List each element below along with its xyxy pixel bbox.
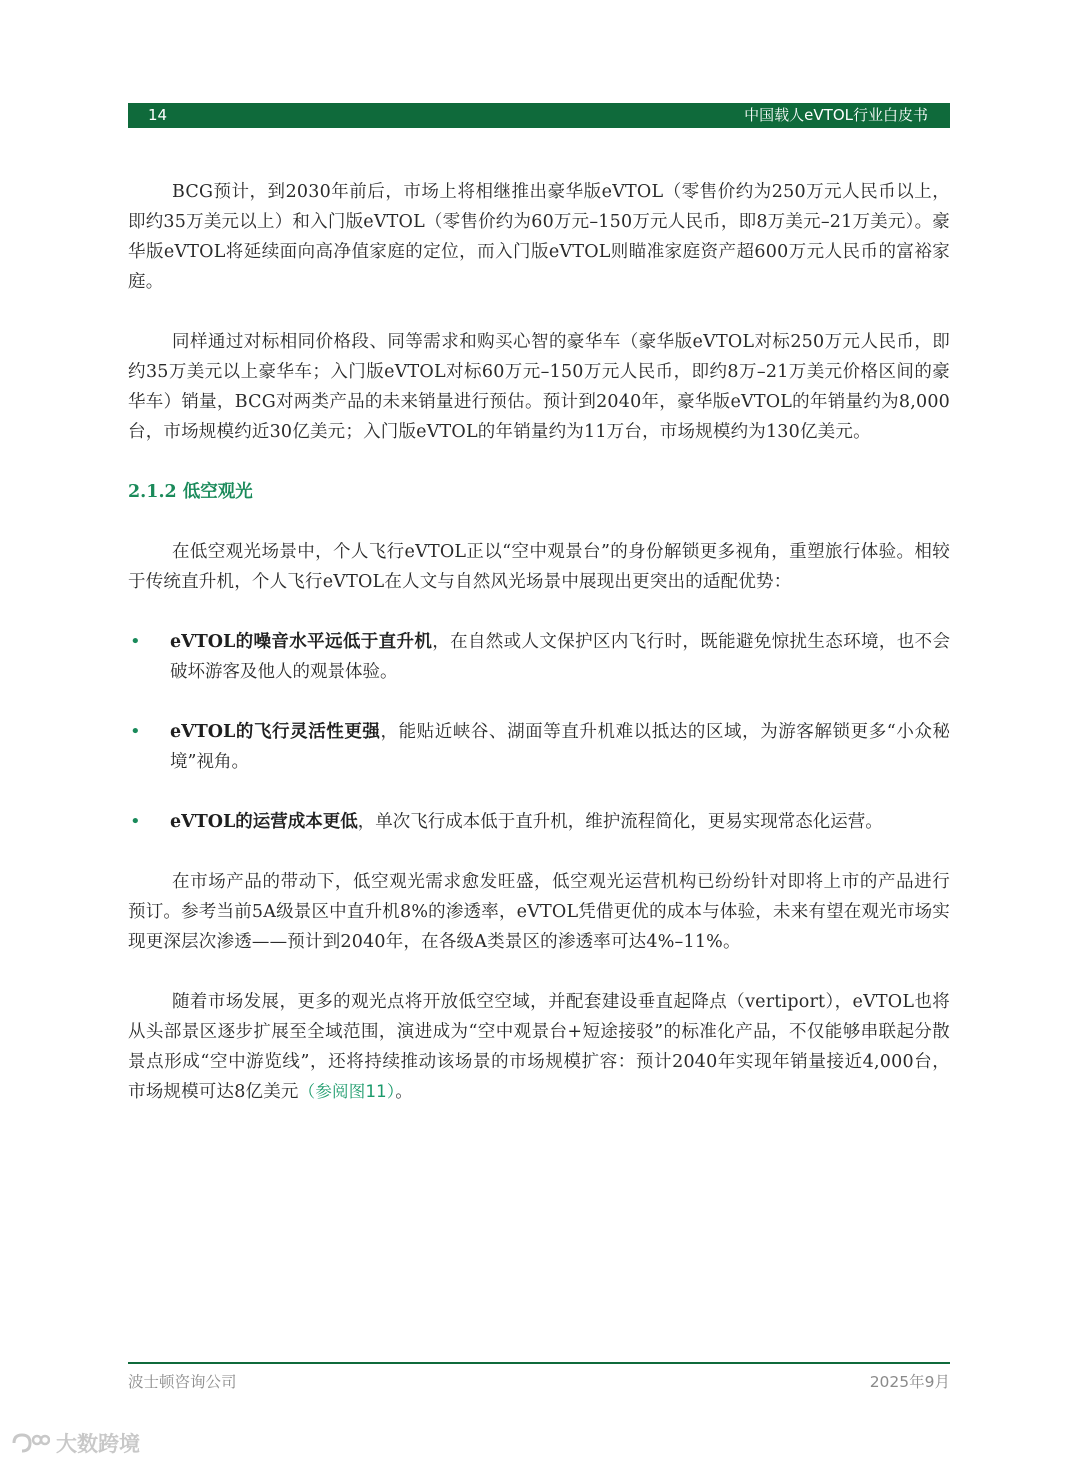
footer-divider xyxy=(128,1362,950,1364)
bullet-text: ，在自然或人文保护区内飞行时，既能避免惊扰生态环境，也不会破坏游客及他人的观景体验。 xyxy=(170,632,950,682)
bullet-text: ，能贴近峡谷、湖面等直升机难以抵达的区域，为游客解锁更多“小众秘境”视角。 xyxy=(170,722,950,772)
figure-reference-link[interactable]: （参阅图11） xyxy=(298,1082,396,1101)
list-item xyxy=(128,627,950,687)
watermark-logo-icon xyxy=(10,1431,50,1455)
paragraph-end: 。 xyxy=(395,1082,413,1102)
advantages-list xyxy=(128,627,950,837)
footer-company: 波士顿咨询公司 xyxy=(128,1373,237,1391)
bullet-bold-lead: eVTOL的飞行灵活性更强 xyxy=(170,722,381,742)
page-header-bar xyxy=(128,103,950,128)
bullet-text: ，单次飞行成本低于直升机，维护流程简化，更易实现常态化运营。 xyxy=(357,812,883,832)
bullet-dot-icon: • xyxy=(130,721,141,742)
bullet-dot-icon: • xyxy=(130,811,141,832)
document-title: 中国载人eVTOL行业白皮书 xyxy=(744,106,928,124)
paragraph-market-development xyxy=(128,987,950,1107)
paragraph-sightseeing-intro: 在低空观光场景中，个人飞行eVTOL正以“空中观景台”的身份解锁更多视角，重塑旅行体验。相较于传统直升机，个人飞行eVTOL在人文与自然风光场景中展现出更突出的适配优势： xyxy=(128,542,950,592)
list-item xyxy=(128,807,950,837)
bullet-bold-lead: eVTOL的噪音水平远低于直升机 xyxy=(170,632,433,652)
watermark xyxy=(10,1428,140,1458)
bullet-bold-lead: eVTOL的运营成本更低 xyxy=(170,812,358,832)
list-item xyxy=(128,717,950,777)
paragraph-text: 随着市场发展，更多的观光点将开放低空空域，并配套建设垂直起降点（vertiport），eVTOL也将从头部景区逐步扩展至全域范围，演进成为“空中观景台+短途接驳”的标准化产品，不仅能够串联起分散景点形成“空中游览线”，还将持续推动该场景的市场规模扩容：预计2040年实现年销量接近4,000台，市场规模可达8亿美元 xyxy=(128,992,950,1102)
paragraph-bcg-forecast: BCG预计，到2030年前后，市场上将相继推出豪华版eVTOL（零售价约为250万元人民币以上，即约35万美元以上）和入门版eVTOL（零售价约为60万元–150万元人民币，即8万美元–21万美元）。豪华版eVTOL将延续面向高净值家庭的定位，而入门版eVTOL则瞄准家庭资产超600万元人民币的富裕家庭。 xyxy=(128,182,950,292)
page-number: 14 xyxy=(148,106,168,124)
main-content xyxy=(128,177,950,1137)
watermark-text: 大数跨境 xyxy=(56,1432,140,1456)
footer-date: 2025年9月 xyxy=(869,1373,950,1391)
paragraph-sales-estimate: 同样通过对标相同价格段、同等需求和购买心智的豪华车（豪华版eVTOL对标250万元人民币，即约35万美元以上豪华车；入门版eVTOL对标60万元–150万元人民币，即约8万–21万美元价格区间的豪华车）销量，BCG对两类产品的未来销量进行预估。预计到2040年，豪华版eVTOL的年销量约为8,000台，市场规模约近30亿美元；入门版eVTOL的年销量约为11万台，市场规模约为130亿美元。 xyxy=(128,332,950,442)
paragraph-penetration: 在市场产品的带动下，低空观光需求愈发旺盛，低空观光运营机构已纷纷针对即将上市的产品进行预订。参考当前5A级景区中直升机8%的渗透率，eVTOL凭借更优的成本与体验，未来有望在观光市场实现更深层次渗透——预计到2040年，在各级A类景区的渗透率可达4%–11%。 xyxy=(128,872,950,952)
bullet-dot-icon: • xyxy=(130,631,141,652)
section-heading: 2.1.2 低空观光 xyxy=(128,482,253,502)
